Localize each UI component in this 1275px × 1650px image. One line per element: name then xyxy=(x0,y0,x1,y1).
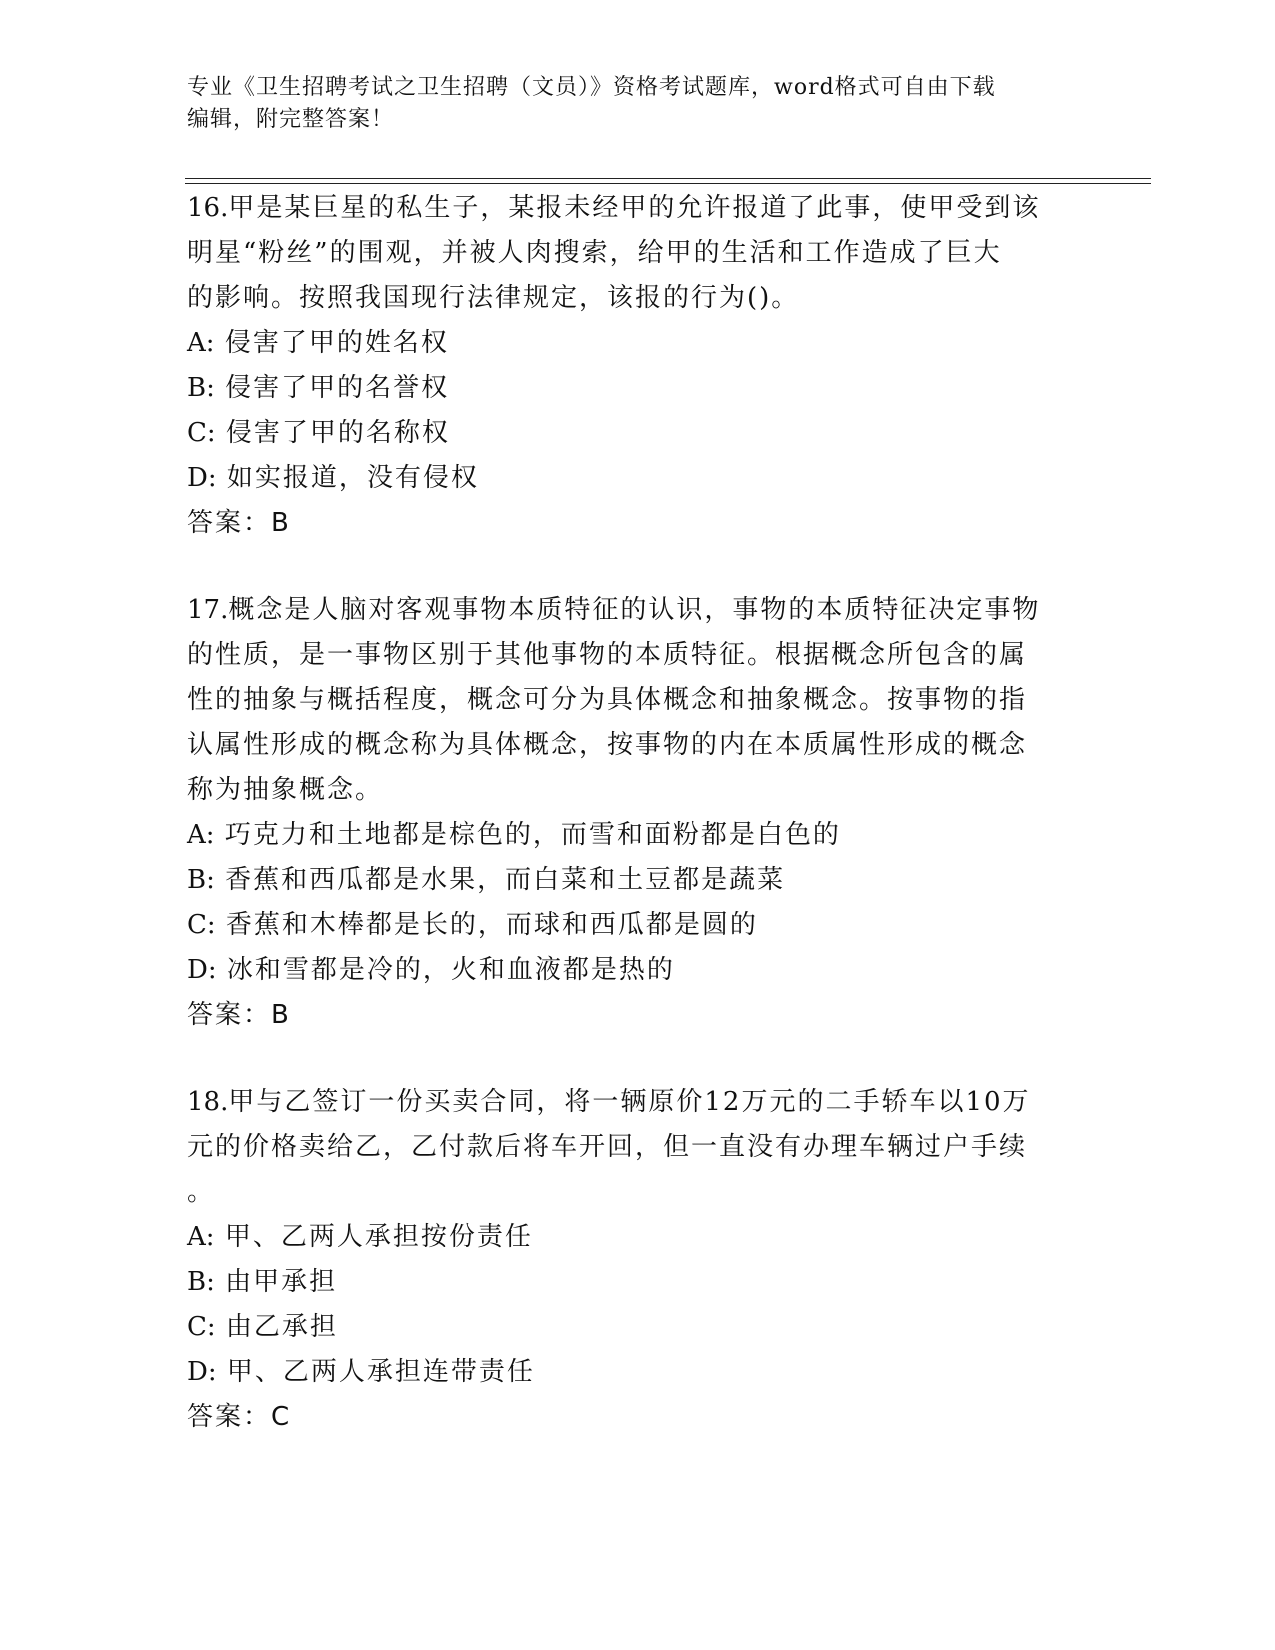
header-divider-top xyxy=(185,178,1151,179)
stem-line: 甲是某巨星的私生子，某报未经甲的允许报道了此事，使甲受到该 xyxy=(228,193,1041,223)
option-b xyxy=(187,1260,1067,1305)
option-a xyxy=(187,813,1067,858)
option-letter: D: xyxy=(187,955,217,985)
header-line-1: 专业《卫生招聘考试之卫生招聘（文员）》资格考试题库，word格式可自由下载 xyxy=(187,75,996,100)
option-d xyxy=(187,948,1067,993)
option-text: 由乙承担 xyxy=(225,1312,338,1342)
option-letter: A: xyxy=(187,820,215,850)
question-number: 18. xyxy=(187,1087,229,1117)
header-divider-bottom xyxy=(185,183,1151,184)
option-letter: D: xyxy=(187,463,217,493)
answer-value: B xyxy=(271,508,289,538)
option-d xyxy=(187,456,1067,501)
question-18 xyxy=(187,1080,1067,1440)
option-c xyxy=(187,903,1067,948)
stem-line: 明星“粉丝”的围观，并被人肉搜索，给甲的生活和工作造成了巨大 xyxy=(187,238,1002,268)
stem-line: 。 xyxy=(187,1177,216,1207)
option-text: 甲、乙两人承担按份责任 xyxy=(224,1222,533,1252)
answer-label: 答案： xyxy=(187,1402,272,1432)
option-text: 侵害了甲的姓名权 xyxy=(224,328,449,358)
option-letter: B: xyxy=(187,1267,215,1297)
stem-line: 的性质，是一事物区别于其他事物的本质特征。根据概念所包含的属 xyxy=(187,640,1028,670)
stem-line: 概念是人脑对客观事物本质特征的认识，事物的本质特征决定事物 xyxy=(228,595,1041,625)
option-text: 香蕉和西瓜都是水果，而白菜和土豆都是蔬菜 xyxy=(225,865,786,895)
option-letter: B: xyxy=(187,373,215,403)
option-a xyxy=(187,321,1067,366)
stem-line: 的影响。按照我国现行法律规定，该报的行为()。 xyxy=(187,283,800,313)
option-d xyxy=(187,1350,1067,1395)
option-text: 如实报道，没有侵权 xyxy=(226,463,479,493)
question-number: 17. xyxy=(187,595,229,625)
answer-value: B xyxy=(271,1000,289,1030)
answer-line xyxy=(187,993,1067,1038)
option-letter: C: xyxy=(187,1312,216,1342)
option-text: 由甲承担 xyxy=(225,1267,338,1297)
answer-label: 答案： xyxy=(187,1000,272,1030)
answer-label: 答案： xyxy=(187,508,272,538)
question-number: 16. xyxy=(187,193,229,223)
answer-value: C xyxy=(271,1402,290,1432)
question-17 xyxy=(187,588,1067,1038)
option-c xyxy=(187,411,1067,456)
option-text: 甲、乙两人承担连带责任 xyxy=(226,1357,535,1387)
stem-line: 认属性形成的概念称为具体概念，按事物的内在本质属性形成的概念 xyxy=(187,730,1028,760)
option-text: 冰和雪都是冷的，火和血液都是热的 xyxy=(226,955,675,985)
question-stem xyxy=(187,1080,1067,1125)
stem-line: 性的抽象与概括程度，概念可分为具体概念和抽象概念。按事物的指 xyxy=(187,685,1028,715)
option-letter: A: xyxy=(187,328,215,358)
option-letter: A: xyxy=(187,1222,215,1252)
option-text: 香蕉和木棒都是长的，而球和西瓜都是圆的 xyxy=(225,910,758,940)
document-header xyxy=(187,72,1067,136)
stem-line: 称为抽象概念。 xyxy=(187,775,384,805)
header-line-2: 编辑，附完整答案！ xyxy=(187,107,395,132)
option-b xyxy=(187,858,1067,903)
option-b xyxy=(187,366,1067,411)
option-text: 侵害了甲的名称权 xyxy=(225,418,450,448)
option-a xyxy=(187,1215,1067,1260)
option-letter: B: xyxy=(187,865,215,895)
answer-line xyxy=(187,1395,1067,1440)
option-text: 侵害了甲的名誉权 xyxy=(225,373,450,403)
question-stem xyxy=(187,186,1067,231)
option-letter: C: xyxy=(187,910,216,940)
option-letter: D: xyxy=(187,1357,217,1387)
question-16 xyxy=(187,186,1067,546)
question-stem xyxy=(187,588,1067,633)
option-letter: C: xyxy=(187,418,216,448)
option-c xyxy=(187,1305,1067,1350)
stem-line: 元的价格卖给乙，乙付款后将车开回，但一直没有办理车辆过户手续 xyxy=(187,1132,1028,1162)
stem-line: 甲与乙签订一份买卖合同，将一辆原价12万元的二手轿车以10万 xyxy=(228,1087,1031,1117)
option-text: 巧克力和土地都是棕色的，而雪和面粉都是白色的 xyxy=(224,820,841,850)
answer-line xyxy=(187,501,1067,546)
